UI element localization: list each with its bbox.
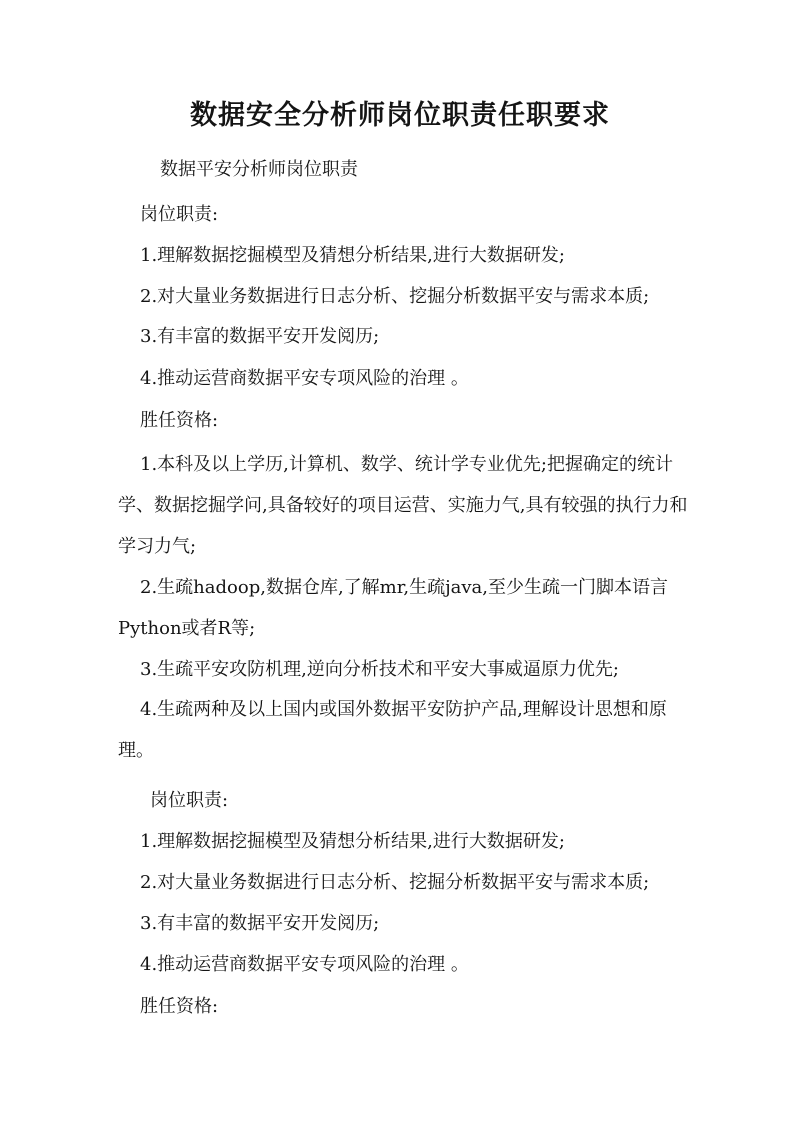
qualification-item: 4.生疏两种及以上国内或国外数据平安防护产品,理解设计思想和原理。 <box>118 699 667 761</box>
duty-item: 3.有丰富的数据平安开发阅历; <box>140 913 380 934</box>
document-subtitle: 数据平安分析师岗位职责 <box>160 159 358 180</box>
qualification-item: 1.本科及以上学历,计算机、数学、统计学专业优先;把握确定的统计学、数据挖掘学问,具备较好的项目运营、实施力气,具有较强的执行力和学习力气; <box>118 454 688 557</box>
qualifications-heading: 胜任资格: <box>140 410 219 431</box>
qualification-item: 2.生疏hadoop,数据仓库,了解mr,生疏java,至少生疏一门脚本语言Python或者R等; <box>118 577 669 639</box>
qualifications-heading: 胜任资格: <box>140 996 219 1017</box>
duties-heading: 岗位职责: <box>150 790 229 811</box>
duty-item: 2.对大量业务数据进行日志分析、挖掘分析数据平安与需求本质; <box>140 286 650 307</box>
duty-item: 4.推动运营商数据平安专项风险的治理 。 <box>140 368 469 389</box>
duty-item: 4.推动运营商数据平安专项风险的治理 。 <box>140 954 469 975</box>
duty-item: 3.有丰富的数据平安开发阅历; <box>140 326 380 347</box>
duty-item: 2.对大量业务数据进行日志分析、挖掘分析数据平安与需求本质; <box>140 872 650 893</box>
duty-item: 1.理解数据挖掘模型及猜想分析结果,进行大数据研发; <box>140 831 565 852</box>
duties-heading: 岗位职责: <box>140 204 219 225</box>
qualification-item: 3.生疏平安攻防机理,逆向分析技术和平安大事威逼原力优先; <box>140 659 619 680</box>
document-title: 数据安全分析师岗位职责任职要求 <box>190 100 610 131</box>
duty-item: 1.理解数据挖掘模型及猜想分析结果,进行大数据研发; <box>140 245 565 266</box>
